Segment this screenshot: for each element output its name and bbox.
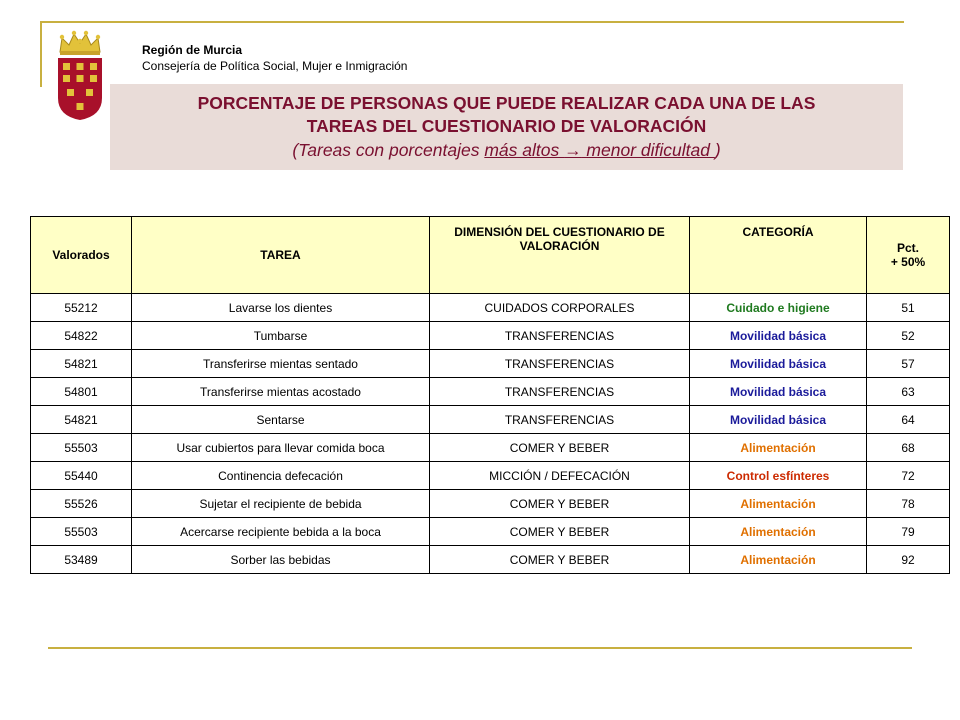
top-rule [40,21,904,23]
table-row [31,434,950,462]
table-row [31,462,950,490]
table-row [31,378,950,406]
cell-valorados: 54821 [31,350,132,378]
tasks-table [30,216,950,574]
subtitle-close: ) [714,140,721,160]
table-row [31,518,950,546]
cell-valorados: 54821 [31,406,132,434]
cell-valorados: 55503 [31,434,132,462]
cell-tarea: Sorber las bebidas [132,546,430,574]
cell-tarea: Sentarse [132,406,430,434]
title-box [110,84,903,170]
subtitle-part-1: más altos [484,140,565,160]
header-dimension: DIMENSIÓN DEL CUESTIONARIO DE VALORACIÓN [430,217,690,294]
table-row [31,350,950,378]
table-header-row [31,217,950,294]
department-name: Consejería de Política Social, Mujer e Inmigración [142,59,408,73]
header-valorados: Valorados [31,217,132,294]
right-arrow-icon: → [564,140,582,160]
subtitle-open: (Tareas con porcentajes [292,140,485,160]
cell-pct: 79 [867,518,950,546]
organization-header [142,42,407,74]
cell-dimension: CUIDADOS CORPORALES [430,294,690,322]
cell-categoria: Movilidad básica [690,350,867,378]
cell-categoria: Control esfínteres [690,462,867,490]
cell-tarea: Lavarse los dientes [132,294,430,322]
header-tarea: TAREA [132,217,430,294]
cell-categoria: Alimentación [690,518,867,546]
cell-categoria: Alimentación [690,490,867,518]
cell-tarea: Tumbarse [132,322,430,350]
cell-tarea: Sujetar el recipiente de bebida [132,490,430,518]
cell-pct: 72 [867,462,950,490]
cell-valorados: 55212 [31,294,132,322]
region-crest-logo [52,30,108,122]
cell-categoria: Cuidado e higiene [690,294,867,322]
header-pct [867,217,950,294]
bottom-rule [48,647,912,649]
cell-dimension: MICCIÓN / DEFECACIÓN [430,462,690,490]
cell-dimension: TRANSFERENCIAS [430,350,690,378]
cell-tarea: Acercarse recipiente bebida a la boca [132,518,430,546]
cell-categoria: Movilidad básica [690,322,867,350]
cell-dimension: COMER Y BEBER [430,546,690,574]
cell-dimension: COMER Y BEBER [430,434,690,462]
cell-valorados: 53489 [31,546,132,574]
table-row [31,322,950,350]
cell-pct: 63 [867,378,950,406]
cell-pct: 92 [867,546,950,574]
cell-dimension: TRANSFERENCIAS [430,322,690,350]
cell-pct: 78 [867,490,950,518]
cell-valorados: 55440 [31,462,132,490]
cell-categoria: Alimentación [690,434,867,462]
cell-categoria: Alimentación [690,546,867,574]
table-row [31,406,950,434]
cell-pct: 57 [867,350,950,378]
cell-categoria: Movilidad básica [690,406,867,434]
cell-dimension: TRANSFERENCIAS [430,378,690,406]
cell-valorados: 55526 [31,490,132,518]
org-name: Región de Murcia [142,43,243,57]
title-line-2: TAREAS DEL CUESTIONARIO DE VALORACIÓN [306,116,707,136]
subtitle-part-2: menor dificultad [581,140,715,160]
cell-pct: 68 [867,434,950,462]
cell-valorados: 55503 [31,518,132,546]
cell-pct: 51 [867,294,950,322]
cell-dimension: TRANSFERENCIAS [430,406,690,434]
subtitle-emphasis [484,140,715,160]
cell-dimension: COMER Y BEBER [430,518,690,546]
table-row [31,490,950,518]
cell-pct: 64 [867,406,950,434]
table-row [31,294,950,322]
cell-tarea: Transferirse mientas acostado [132,378,430,406]
cell-categoria: Movilidad básica [690,378,867,406]
cell-pct: 52 [867,322,950,350]
header-categoria: CATEGORÍA [690,217,867,294]
table-row [31,546,950,574]
cell-dimension: COMER Y BEBER [430,490,690,518]
header-pct-line-2: + 50% [890,255,926,269]
title-subtitle [110,138,903,162]
title-line-1: PORCENTAJE DE PERSONAS QUE PUEDE REALIZAR CADA UNA DE LAS [197,93,816,113]
cell-valorados: 54801 [31,378,132,406]
cell-tarea: Transferirse mientas sentado [132,350,430,378]
header-pct-line-1: Pct. [896,241,919,255]
cell-tarea: Usar cubiertos para llevar comida boca [132,434,430,462]
cell-valorados: 54822 [31,322,132,350]
left-rule [40,21,42,87]
cell-tarea: Continencia defecación [132,462,430,490]
